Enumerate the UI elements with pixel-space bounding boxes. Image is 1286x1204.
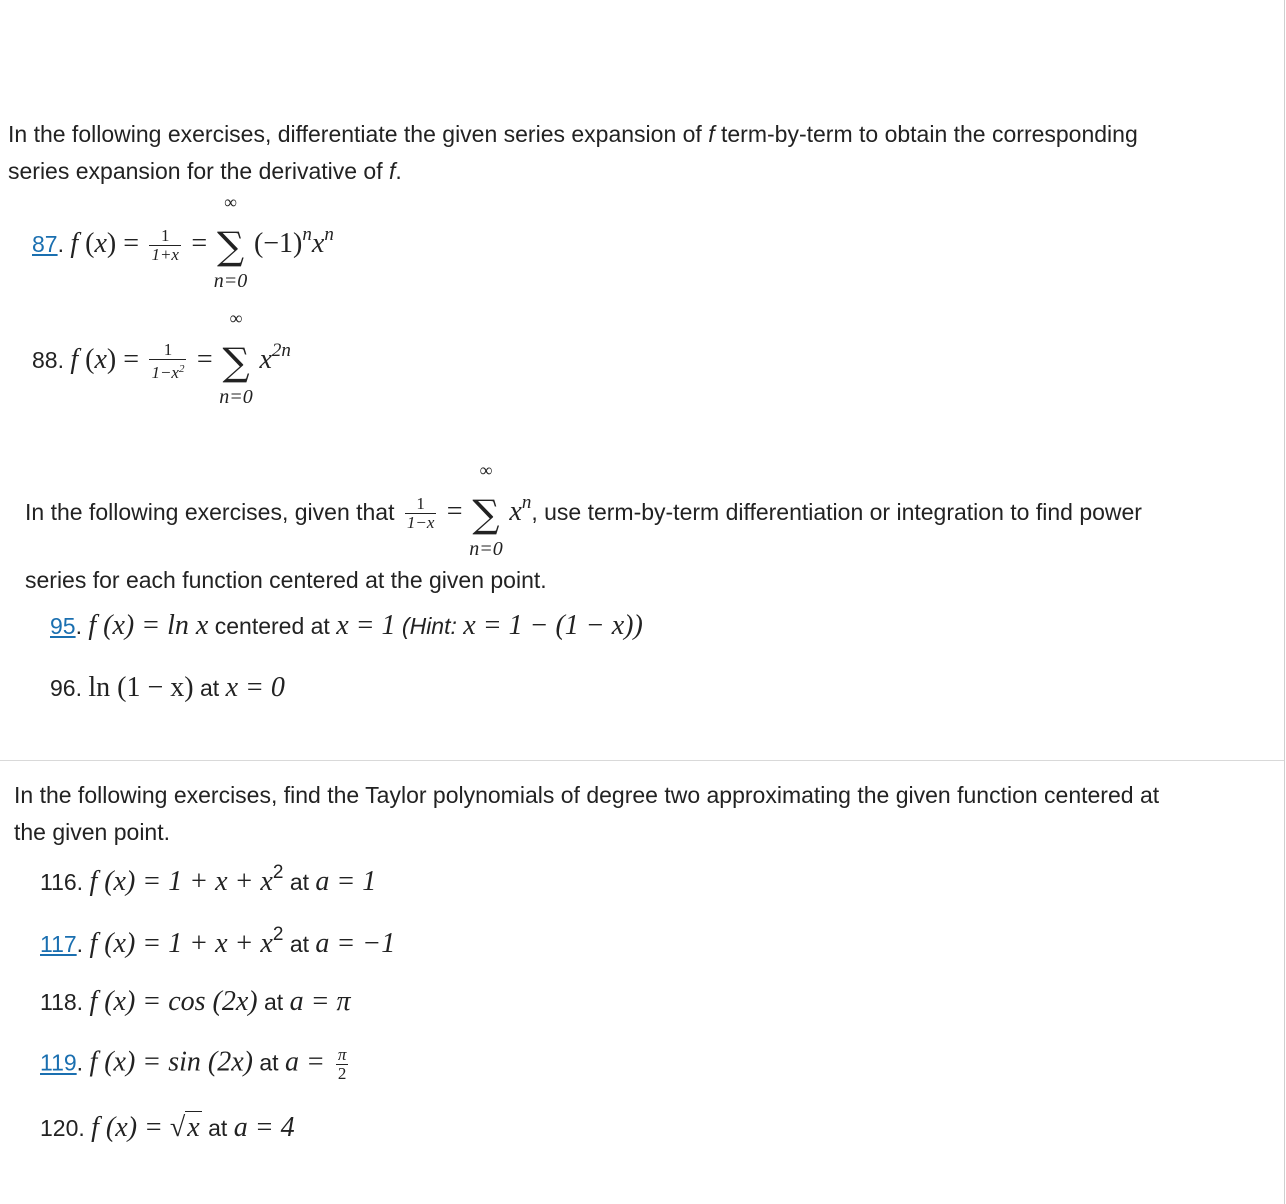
section2-sum-upper: ∞ (479, 459, 493, 480)
problem-119: 119. f (x) = sin (2x) at a = $\frac{\pi}{2}$ (40, 1045, 347, 1083)
problem-87-term-sup: n (302, 224, 312, 245)
problem-95-expr: f (x) = ln x (88, 610, 209, 641)
problem-120-at-label: at (201, 1115, 234, 1141)
section1-intro-text-b: term-by-term to obtain the corresponding (714, 121, 1138, 147)
problem-118-at: a = π (289, 986, 351, 1017)
problem-87-term: (−1) (253, 228, 303, 259)
problem-96-at: x = 0 (225, 672, 285, 703)
problem-87-link[interactable]: 87 (32, 231, 58, 257)
problem-88-term: x (259, 344, 272, 375)
problem-117-link[interactable]: 117 (40, 931, 77, 957)
problem-117-at: a = −1 (315, 928, 396, 959)
problem-120-expr: f (x) = (91, 1112, 170, 1143)
problem-88-sum-upper: ∞ (229, 307, 243, 328)
section2-term: x (509, 496, 522, 527)
problem-119-at: a = (284, 1046, 332, 1078)
problem-116-at-label: at (283, 869, 316, 895)
problem-119-fraction (336, 1046, 349, 1083)
problem-118-number: 118 (40, 989, 77, 1015)
problem-120-radicand: x (187, 1112, 200, 1143)
section2-intro-text-a: In the following exercises, given that (25, 499, 395, 525)
problem-87-sum: ∞ ∑ n=0 (214, 226, 248, 266)
section2-frac-num: 1 (405, 495, 437, 514)
problem-119-frac-num: π (337, 1045, 347, 1064)
problem-117-at-label: at (283, 931, 316, 957)
problem-88-frac-den-sup: 2 (178, 363, 185, 376)
problem-120-at: a = 4 (233, 1112, 295, 1143)
problem-95-link[interactable]: 95 (50, 613, 76, 639)
section3-intro (14, 777, 1284, 851)
section2-intro-line1: In the following exercises, given that $\frac{1}{1-x}$ = ∞ ∑ n=0 $x^n$, use term-by-term differentiation or integration to find power (25, 459, 1142, 560)
section2-sum-lower: n=0 (469, 537, 503, 560)
problem-95-at: x = 1 (336, 610, 396, 641)
problem-88-frac-den: 1−x (151, 363, 179, 383)
section2-sum: ∞ ∑ n=0 (469, 494, 503, 534)
problem-88-fraction (149, 341, 186, 382)
problem-87-frac-num: 1 (149, 227, 181, 246)
problem-119-frac-den: 2 (337, 1064, 347, 1083)
page-right-border (1284, 0, 1285, 1204)
section2-intro-text-b: , use term-by-term differentiation or integration to find power (531, 499, 1142, 525)
problem-116-number: 116 (40, 869, 77, 895)
problem-96-mid: at (193, 675, 226, 701)
problem-95-mid: centered at (208, 613, 337, 639)
problem-117: 117. f $(x) = 1 + x + x^2$ at a = −1 (40, 924, 396, 959)
section-divider (0, 760, 1284, 761)
problem-96-number: 96 (50, 675, 76, 701)
problem-95-hint-label: (Hint: (401, 613, 464, 639)
section3-intro-text-b: the given point. (14, 819, 171, 845)
section1-intro-end: . (395, 158, 402, 184)
problem-120-number: 120 (40, 1115, 79, 1141)
section1-intro (8, 116, 1278, 190)
problem-87-frac-den: 1+x (151, 245, 179, 265)
problem-88-number: 88 (32, 347, 58, 373)
section2-term-sup: n (521, 492, 532, 513)
sqrt-icon: √x (169, 1112, 200, 1143)
problem-119-at-label: at (252, 1049, 285, 1076)
problem-95: 95. f (x) = ln x centered at x = 1 (Hint: x = 1 − (1 − x)) (50, 610, 643, 641)
section1-intro-f: f (708, 121, 715, 147)
problem-116-sup: 2 (272, 862, 284, 883)
problem-88-sum: ∞ ∑ n=0 (219, 342, 253, 382)
problem-87-term-b-sup: n (324, 224, 334, 245)
section2-fraction (405, 495, 437, 532)
problem-96-expr: ln (1 − x) (88, 672, 194, 703)
problem-116: 116. f $(x) = 1 + x + x^2$ at a = 1 (40, 862, 377, 897)
section2-frac-den: 1−x (406, 513, 435, 533)
problem-88-term-sup: 2n (271, 340, 291, 361)
problem-88-frac-num: 1 (149, 341, 186, 360)
problem-116-at: a = 1 (315, 866, 377, 897)
problem-117-expr: f (x) = 1 + x + x (89, 928, 273, 959)
problem-95-hint-expr: x = 1 − (1 − x)) (463, 610, 643, 641)
problem-118: 118. f (x) = cos (2x) at a = π (40, 986, 351, 1017)
problem-120: 120. f (x) = √x at a = 4 (40, 1112, 295, 1143)
problem-96: 96. ln (1 − x) at x = 0 (50, 672, 285, 703)
section1-intro-f2: f (388, 158, 396, 184)
problem-87-sum-lower: n=0 (213, 269, 248, 292)
problem-87: 87. f (x) = $\frac{1}{1+x}$ = ∞ ∑ n=0 $(-1)^nx^n$ (32, 191, 334, 292)
problem-116-expr: f (x) = 1 + x + x (89, 866, 273, 897)
problem-118-at-label: at (257, 989, 290, 1015)
problem-87-fraction (149, 227, 181, 264)
problem-87-sum-upper: ∞ (224, 191, 237, 212)
section3-intro-text-a: In the following exercises, find the Taylor polynomials of degree two approximating the given function centered at (14, 782, 1160, 808)
problem-88: 88. f (x) = $\frac{1}{1-x^2}$ = ∞ ∑ n=0 $x^{2n}$ (32, 307, 291, 408)
problem-118-expr: f (x) = cos (2x) (89, 986, 258, 1017)
section1-intro-text-c: series expansion for the derivative of (8, 158, 389, 184)
section2-intro-line2: series for each function centered at the given point. (25, 567, 547, 593)
problem-119-link[interactable]: 119 (40, 1049, 77, 1076)
problem-88-sum-lower: n=0 (219, 385, 253, 408)
problem-117-sup: 2 (272, 924, 284, 945)
problem-119-expr: f (x) = sin (2x) (89, 1046, 253, 1078)
problem-87-term-b: x (311, 228, 325, 259)
section1-intro-text-a: In the following exercises, differentiate the given series expansion of (8, 121, 709, 147)
